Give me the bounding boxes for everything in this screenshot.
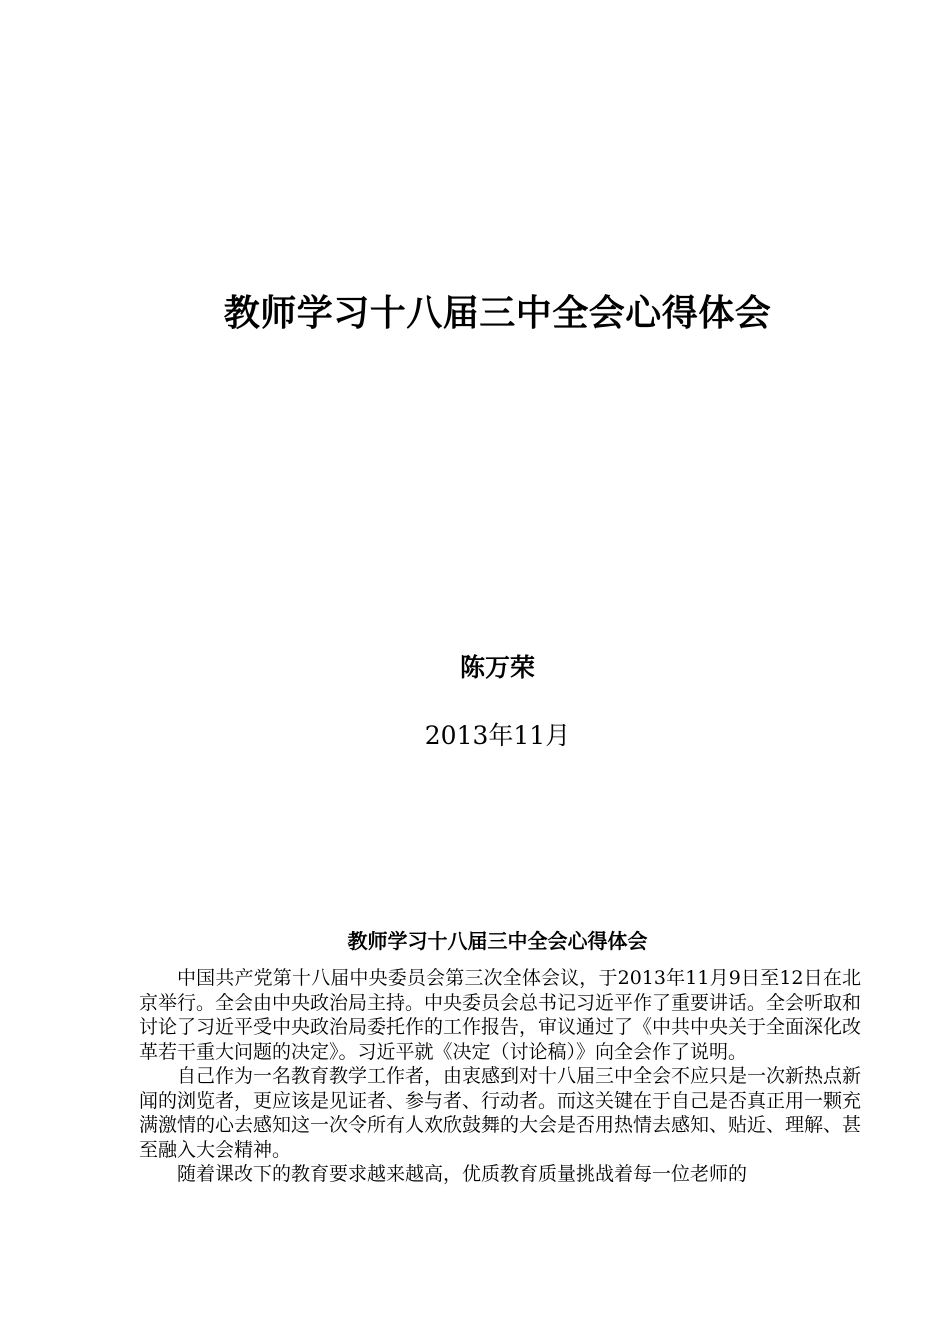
paragraph-1: 中国共产党第十八届中央委员会第三次全体会议，于2013年11月9日至12日在北京举行。全会由中央政治局主持。中央委员会总书记习近平作了重要讲话。全会听取和讨论了习近平受中央政治局委托作的工作报告，审议通过了《中共中央关于全面深化改革若干重大问题的决定》。习近平就《决定（讨论稿）》向全会作了说明。 [139, 967, 862, 1063]
cover-title: 教师学习十八届三中全会心得体会 [223, 292, 772, 334]
cover-date: 2013年11月 [424, 721, 571, 750]
paragraph-2: 自己作为一名教育教学工作者，由衷感到对十八届三中全会不应只是一次新热点新闻的浏览者，更应该是见证者、参与者、行动者。而这关键在于自己是否真正用一颗充满激情的心去感知这一次令所有人欢欣鼓舞的大会是否用热情去感知、贴近、理解、甚至融入大会精神。 [139, 1065, 862, 1161]
cover-author: 陈万荣 [459, 653, 535, 682]
paragraph-3: 随着课改下的教育要求越来越高，优质教育质量挑战着每一位老师的 [177, 1163, 748, 1185]
article-title: 教师学习十八届三中全会心得体会 [347, 929, 648, 953]
article-body [139, 966, 861, 1187]
